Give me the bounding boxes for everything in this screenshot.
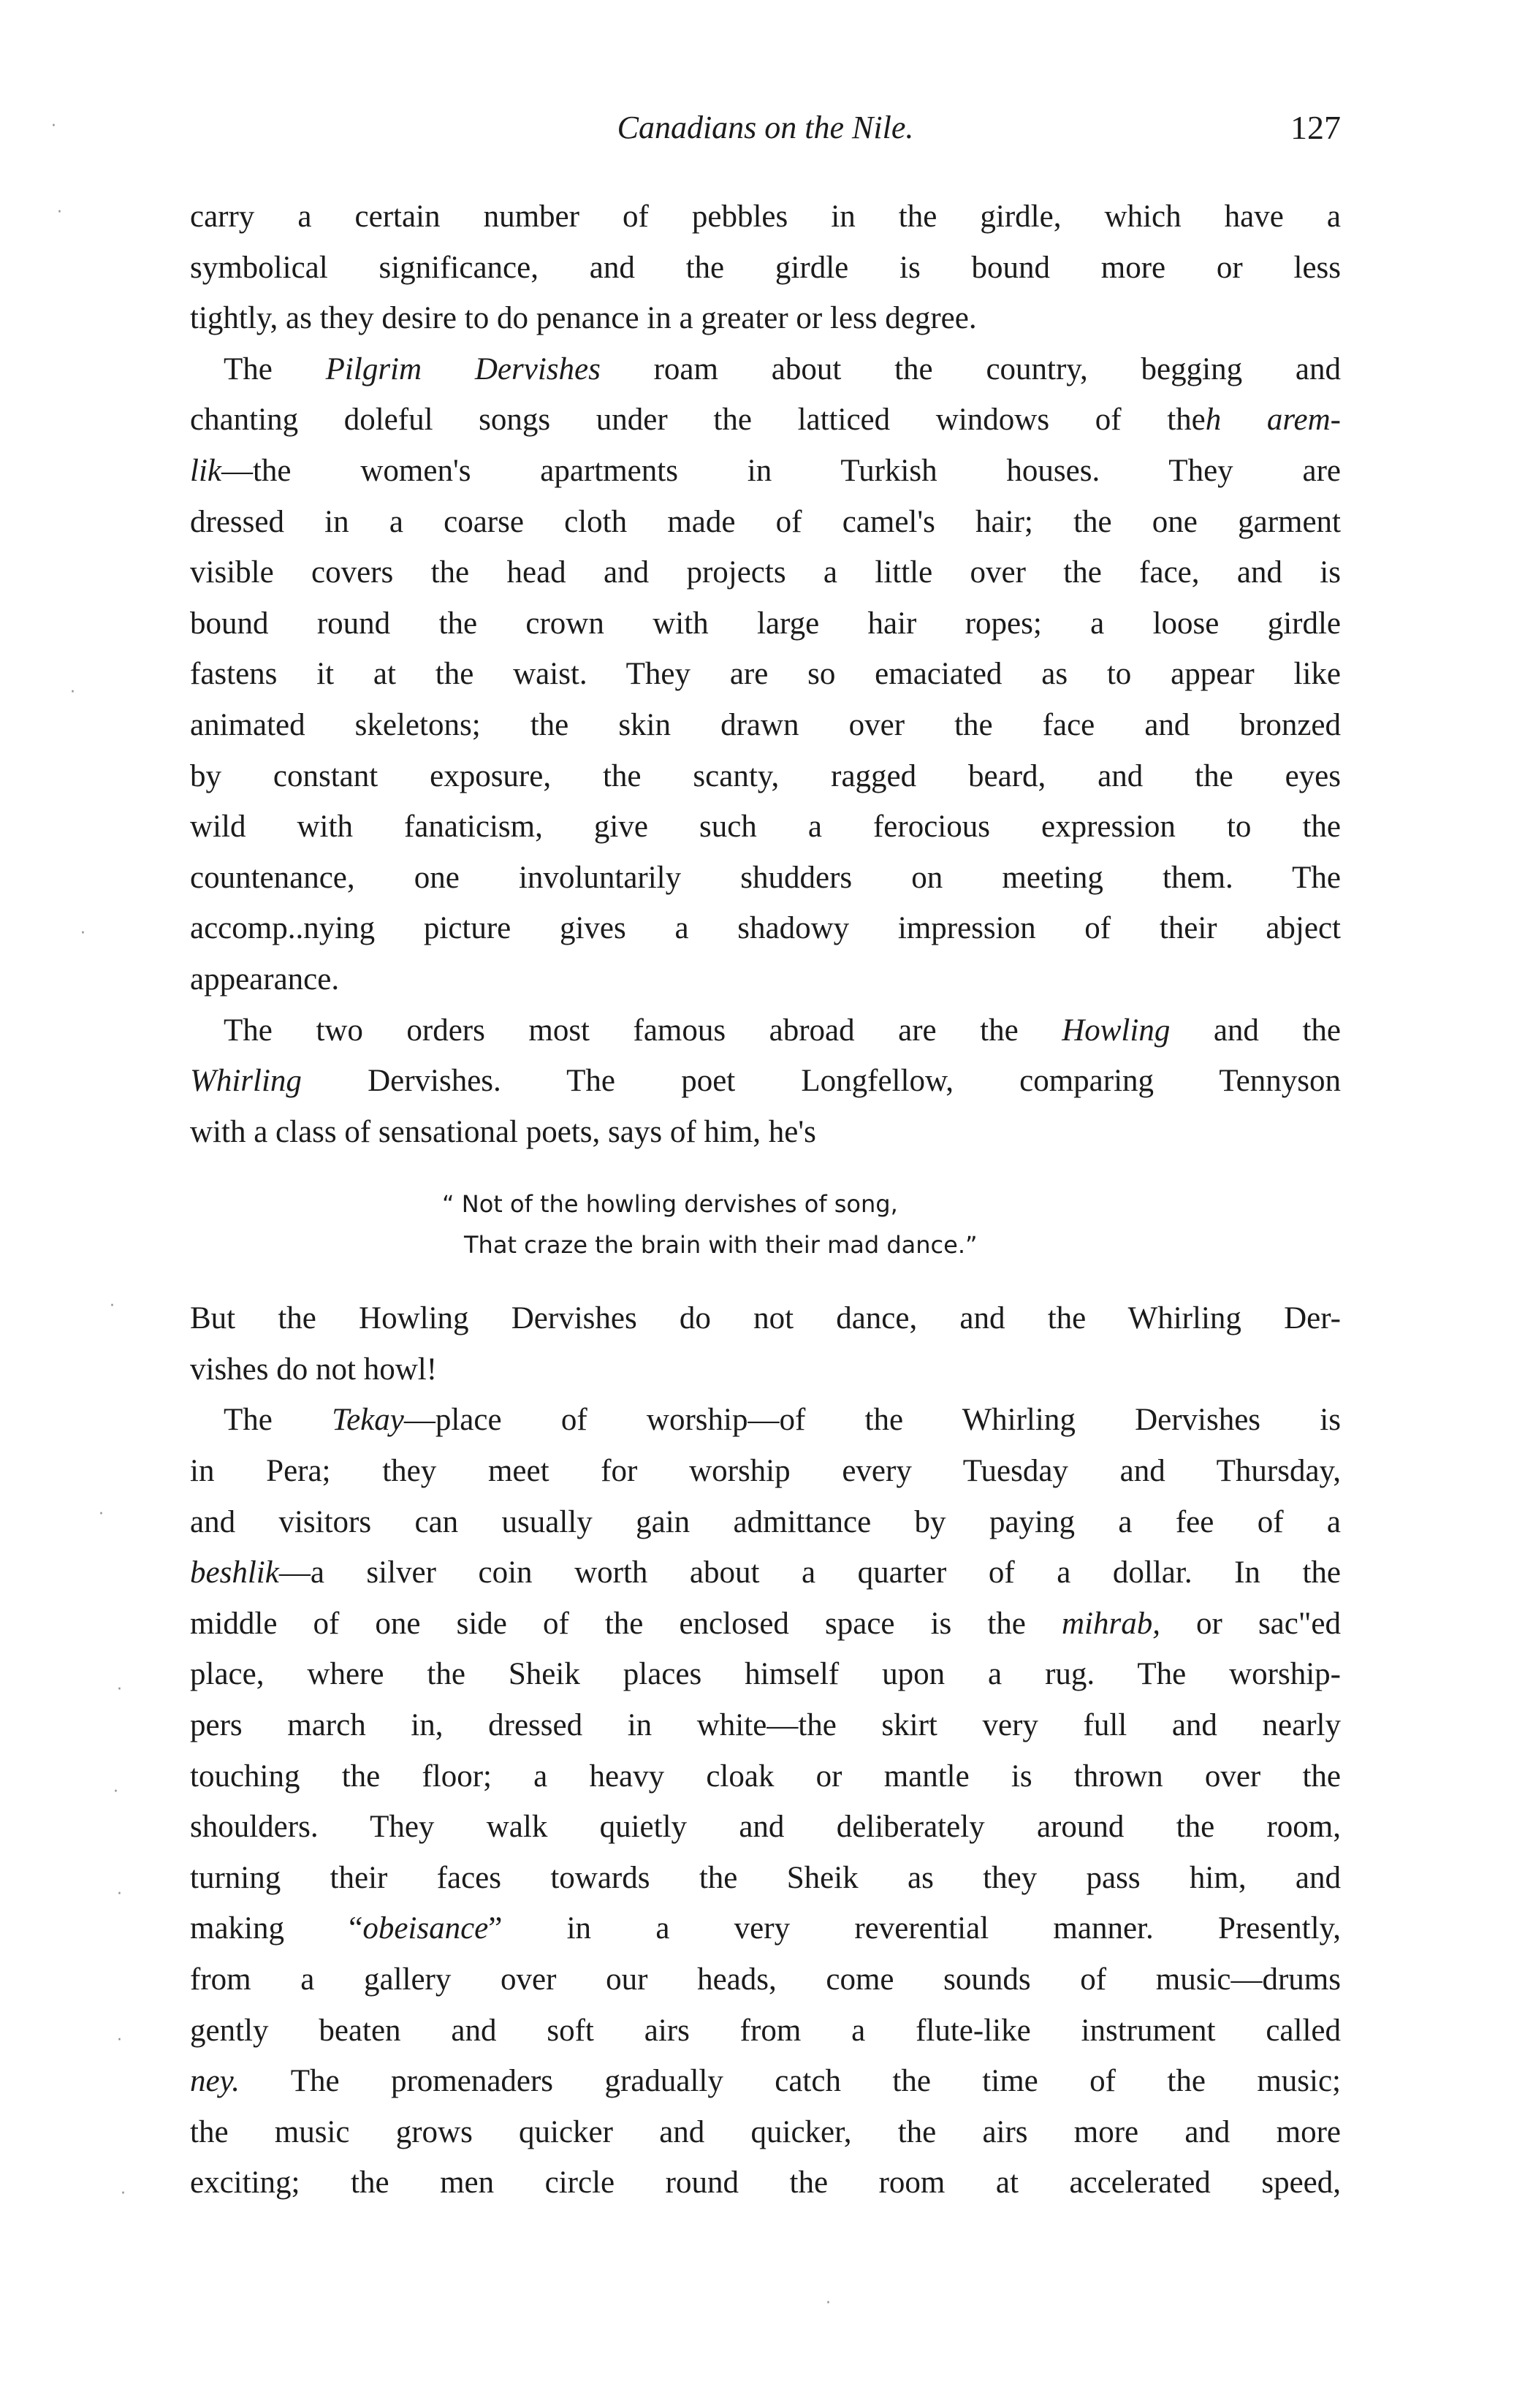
text-line: bound round the crown with large hair ropes; a loose girdle [190,606,1341,641]
scan-speck: · [117,2031,122,2049]
scan-speck: · [117,1885,122,1903]
text-line: from a gallery over our heads, come sounds of music—drums [190,1962,1341,1997]
quote-line: That craze the brain with their mad dance.” [464,1231,978,1260]
text-line: The two orders most famous abroad are the Howling and the [224,1013,1341,1048]
text-line: in Pera; they meet for worship every Tuesday and Thursday, [190,1454,1341,1489]
italic-term: Whirling [190,1064,302,1099]
text-line: place, where the Sheik places himself upon a rug. The worship- [190,1657,1341,1692]
scan-speck: · [117,1680,122,1699]
scan-speck: · [826,2294,831,2312]
text-line: dressed in a coarse cloth made of camel's hair; the one garment [190,504,1341,539]
scan-speck: · [99,1505,104,1523]
text-line: the music grows quicker and quicker, the airs more and more [190,2114,1341,2149]
text-line: But the Howling Dervishes do not dance, and the Whirling Der- [190,1301,1341,1336]
italic-term: Tekay [332,1403,404,1438]
italic-term: Pilgrim Dervishes [325,351,601,386]
text-line: The Tekay—place of worship—of the Whirling Dervishes is [224,1403,1341,1438]
text-line: The Pilgrim Dervishes roam about the country, begging and [224,351,1341,386]
text-line: animated skeletons; the skin drawn over the face and bronzed [190,707,1341,742]
text-line: exciting; the men circle round the room at accelerated speed, [190,2165,1341,2201]
text-line: making “obeisance” in a very reverential manner. Presently, [190,1911,1341,1946]
page-header [190,102,1341,153]
text-line: and visitors can usually gain admittance by paying a fee of a [190,1504,1341,1539]
text-line: fastens it at the waist. They are so emaciated as to appear like [190,657,1341,692]
text-line: tightly, as they desire to do penance in a greater or less degree. [190,301,977,336]
text-line: lik—the women's apartments in Turkish houses. They are [190,453,1341,488]
text-line: middle of one side of the enclosed space is the mihrab, or sac"ed [190,1606,1341,1641]
text-line: carry a certain number of pebbles in the girdle, which have a [190,199,1341,234]
text-line: pers march in, dressed in white—the skirt very full and nearly [190,1708,1341,1743]
text-line: vishes do not howl! [190,1352,438,1387]
block-quote [190,1184,1341,1265]
italic-term: mihrab, [1061,1606,1160,1641]
text-line: gently beaten and soft airs from a flute-like instrument called [190,2013,1341,2048]
italic-term: beshlik [190,1555,279,1590]
text-line: symbolical significance, and the girdle is bound more or less [190,250,1341,285]
text-line: countenance, one involuntarily shudders on meeting them. The [190,860,1341,895]
scan-speck: · [51,117,56,135]
text-line: wild with fanaticism, give such a ferocious expression to the [190,809,1341,845]
scan-speck: · [57,203,62,221]
italic-term: h arem- [1205,403,1341,438]
quote-line: “ Not of the howling dervishes of song, [442,1190,898,1219]
italic-term: ney. [190,2064,240,2099]
text-line: visible covers the head and projects a little over the face, and is [190,555,1341,590]
text-line: appearance. [190,961,340,997]
text-line: chanting doleful songs under the latticed windows of theh arem- [190,403,1341,438]
scan-speck: · [121,2184,126,2203]
text-line: shoulders. They walk quietly and deliberately around the room, [190,1810,1341,1845]
text-line: by constant exposure, the scanty, ragged beard, and the eyes [190,758,1341,793]
scan-speck: · [110,1297,115,1315]
scan-speck: · [70,683,75,701]
text-line: turning their faces towards the Sheik as they pass him, and [190,1860,1341,1895]
body-text [190,191,1341,2209]
scan-speck: · [113,1783,118,1801]
italic-term: obeisance [362,1911,489,1946]
running-title: Canadians on the Nile. [617,110,914,145]
scan-speck: · [80,924,85,942]
italic-term: lik [190,453,221,488]
text-line: Whirling Dervishes. The poet Longfellow, comparing Tennyson [190,1064,1341,1099]
text-line: ney. The promenaders gradually catch the time of the music; [190,2064,1341,2099]
page-number: 127 [1290,109,1341,146]
text-line: accomp..nying picture gives a shadowy impression of their abject [190,911,1341,946]
italic-term: Howling [1062,1013,1171,1048]
text-line: with a class of sensational poets, says of him, he's [190,1114,816,1149]
text-line: touching the floor; a heavy cloak or mantle is thrown over the [190,1759,1341,1794]
text-line: beshlik—a silver coin worth about a quarter of a dollar. In the [190,1555,1341,1590]
